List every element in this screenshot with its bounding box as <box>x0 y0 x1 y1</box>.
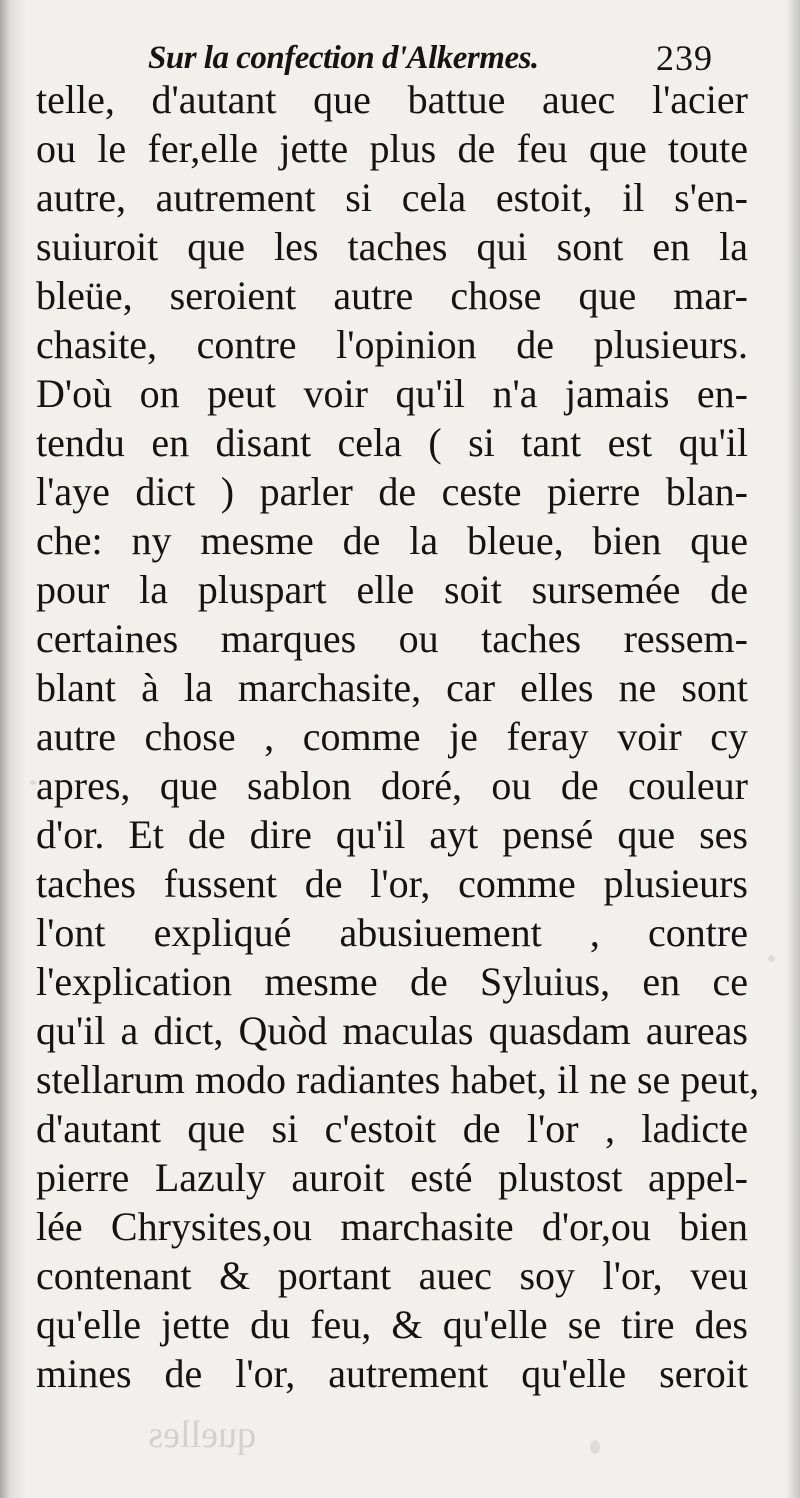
text-line: apres, que sablon doré, ou de couleur <box>36 763 748 808</box>
text-line: autre chose , comme je feray voir cy <box>36 714 748 759</box>
text-line: contenant & portant auec soy l'or, veu <box>36 1253 748 1298</box>
text-line: mines de l'or, autrement qu'elle seroit <box>36 1351 748 1396</box>
text-line: ou le fer,elle jette plus de feu que toute <box>36 126 748 171</box>
running-title: Sur la confection d'Alkermes. <box>148 40 539 76</box>
text-line: l'aye dict ) parler de ceste pierre blan- <box>36 469 748 514</box>
text-line: autre, autrement si cela estoit, il s'en- <box>36 175 748 220</box>
text-line: tendu en disant cela ( si tant est qu'il <box>36 420 748 465</box>
page-number: 239 <box>656 38 713 78</box>
show-through-text: quelles <box>148 1414 256 1456</box>
ink-speck <box>30 780 36 785</box>
text-line: qu'il a dict, Quòd maculas quasdam aureas <box>36 1008 748 1053</box>
body-text <box>36 76 760 1416</box>
text-line: pour la pluspart elle soit sursemée de <box>36 567 748 612</box>
text-line: certaines marques ou taches ressem- <box>36 616 748 661</box>
text-line: lée Chrysites,ou marchasite d'or,ou bien <box>36 1204 748 1249</box>
text-line: stellarum modo radiantes habet, il ne se peut, <box>36 1057 760 1102</box>
text-line: l'ont expliqué abusiuement , contre <box>36 910 748 955</box>
text-line: l'explication mesme de Syluius, en ce <box>36 959 748 1004</box>
text-line: taches fussent de l'or, comme plusieurs <box>36 861 748 906</box>
text-line: blant à la marchasite, car elles ne sont <box>36 665 748 710</box>
text-line: d'or. Et de dire qu'il ayt pensé que ses <box>36 812 748 857</box>
text-line: d'autant que si c'estoit de l'or , ladicte <box>36 1106 748 1151</box>
ink-speck <box>590 1440 600 1454</box>
text-line: suiuroit que les taches qui sont en la <box>36 224 748 269</box>
text-line: chasite, contre l'opinion de plusieurs. <box>36 322 748 367</box>
text-line: pierre Lazuly auroit esté plustost appel- <box>36 1155 748 1200</box>
text-line: che: ny mesme de la bleue, bien que <box>36 518 748 563</box>
text-line: bleüe, seroient autre chose que mar- <box>36 273 748 318</box>
text-line: qu'elle jette du feu, & qu'elle se tire des <box>36 1302 748 1347</box>
running-head <box>0 28 800 78</box>
text-line: telle, d'autant que battue auec l'acier <box>36 77 748 122</box>
text-line: D'où on peut voir qu'il n'a jamais en- <box>36 371 748 416</box>
ink-speck <box>768 955 775 962</box>
